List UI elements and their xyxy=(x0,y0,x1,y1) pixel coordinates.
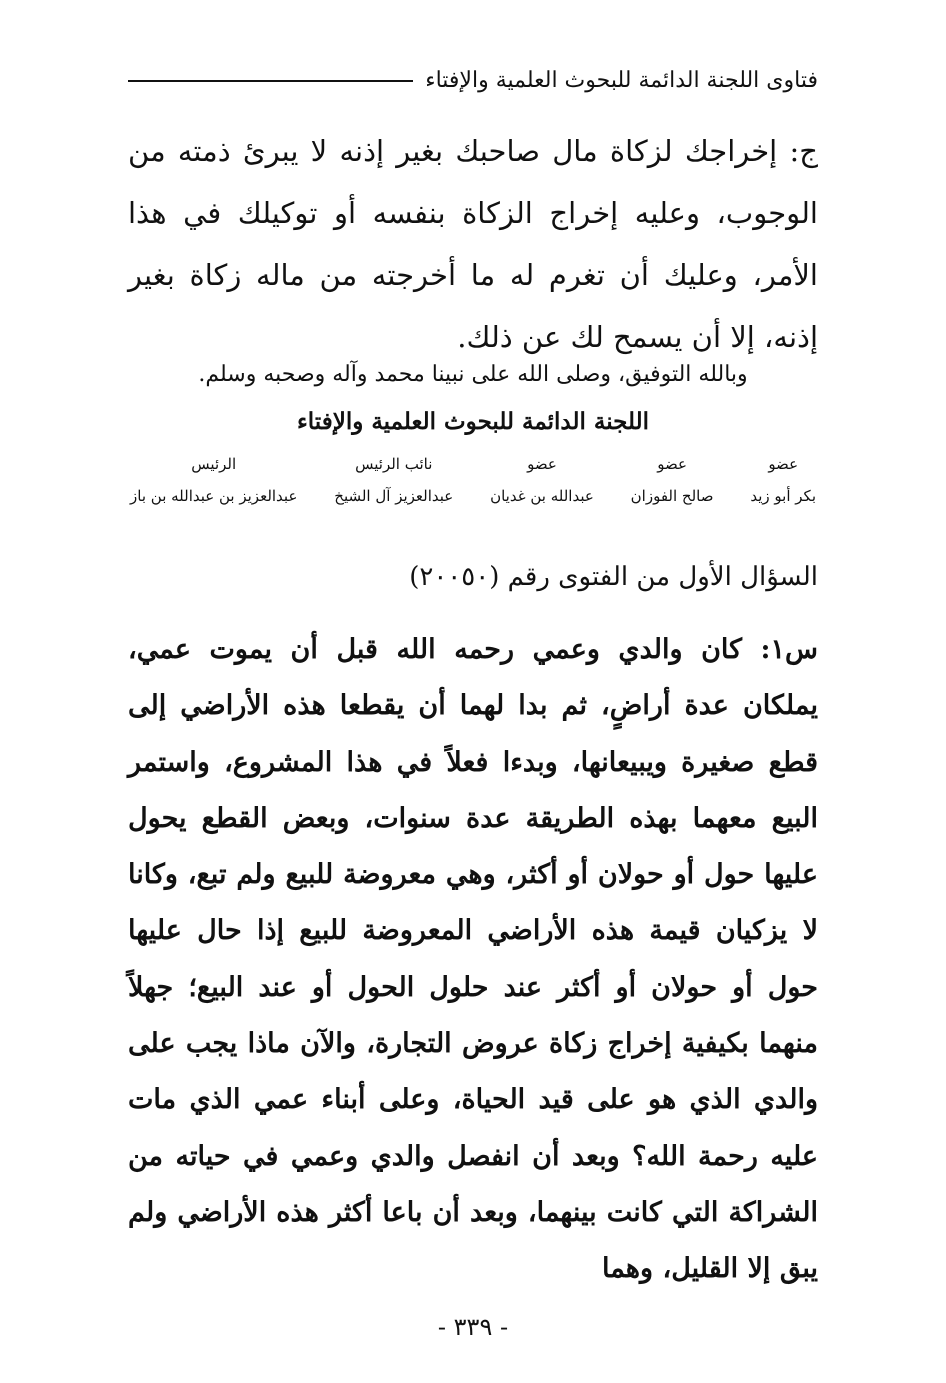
answer-paragraph: ج: إخراجك لزكاة مال صاحبك بغير إذنه لا يبرئ ذمته من الوجوب، وعليه إخراج الزكاة بنفسه أو توكيلك في هذا الأمر، وعليك أن تغرم له ما أخرجته من ماله زكاة بغير إذنه، إلا أن يسمح لك عن ذلك. xyxy=(128,134,818,354)
member-1 xyxy=(750,455,816,505)
question-paragraph: س١: كان والدي وعمي رحمه الله قبل أن يموت عمي، يملكان عدة أراضٍ، ثم بدا لهما أن يقطعا هذه الأراضي إلى قطع صغيرة ويبيعانها، وبدءا فعلاً في هذا المشروع، واستمر البيع معهما بهذه الطريقة عدة سنوات، وبعض القطع يحول عليها حول أو حولان أو أكثر، وهي معروضة للبيع ولم تبع، وكانا لا يزكيان قيمة هذه الأراضي المعروضة للبيع إذا حال عليها حول أو حولان أو أكثر عند حلول الحول أو عند البيع؛ جهلاً منهما بكيفية إخراج زكاة عروض التجارة، والآن ماذا يجب على والدي الذي هو على قيد الحياة، وعلى أبناء عمي الذي مات عليه رحمة الله؟ وبعد أن انفصل والدي وعمي في حياته من الشراكة التي كانت بينهما، وبعد أن باعا أكثر هذه الأراضي ولم يبق إلا القليل، وهما xyxy=(128,634,818,1285)
member-2 xyxy=(631,455,714,505)
committee-members xyxy=(130,455,816,505)
member-role: عضو xyxy=(768,455,799,473)
member-role: عضو xyxy=(657,455,687,473)
committee-title: اللجنة الدائمة للبحوث العلمية والإفتاء xyxy=(296,408,650,435)
member-name: بكر أبو زيد xyxy=(750,487,816,505)
member-name: عبدالله بن غديان xyxy=(490,487,594,505)
member-name: عبدالعزيز بن عبدالله بن باز xyxy=(130,487,298,505)
closing-line: وبالله التوفيق، وصلى الله على نبينا محمد وآله وصحبه وسلم. xyxy=(198,362,748,387)
member-3 xyxy=(490,455,594,505)
page-number: - ٣٣٩ - xyxy=(437,1313,509,1341)
member-name: صالح الفوزان xyxy=(630,487,714,505)
question-heading: السؤال الأول من الفتوى رقم (٢٠٠٥٠) xyxy=(409,562,818,592)
member-role: نائب الرئيس xyxy=(355,455,433,473)
member-5 xyxy=(130,455,297,505)
header-rule xyxy=(128,80,413,82)
member-name: عبدالعزيز آل الشيخ xyxy=(334,487,454,505)
member-role: عضو xyxy=(527,455,557,473)
member-4 xyxy=(334,455,453,505)
running-header xyxy=(128,68,818,93)
header-title: فتاوى اللجنة الدائمة للبحوث العلمية والإفتاء xyxy=(425,68,818,93)
member-role: الرئيس xyxy=(191,455,237,473)
